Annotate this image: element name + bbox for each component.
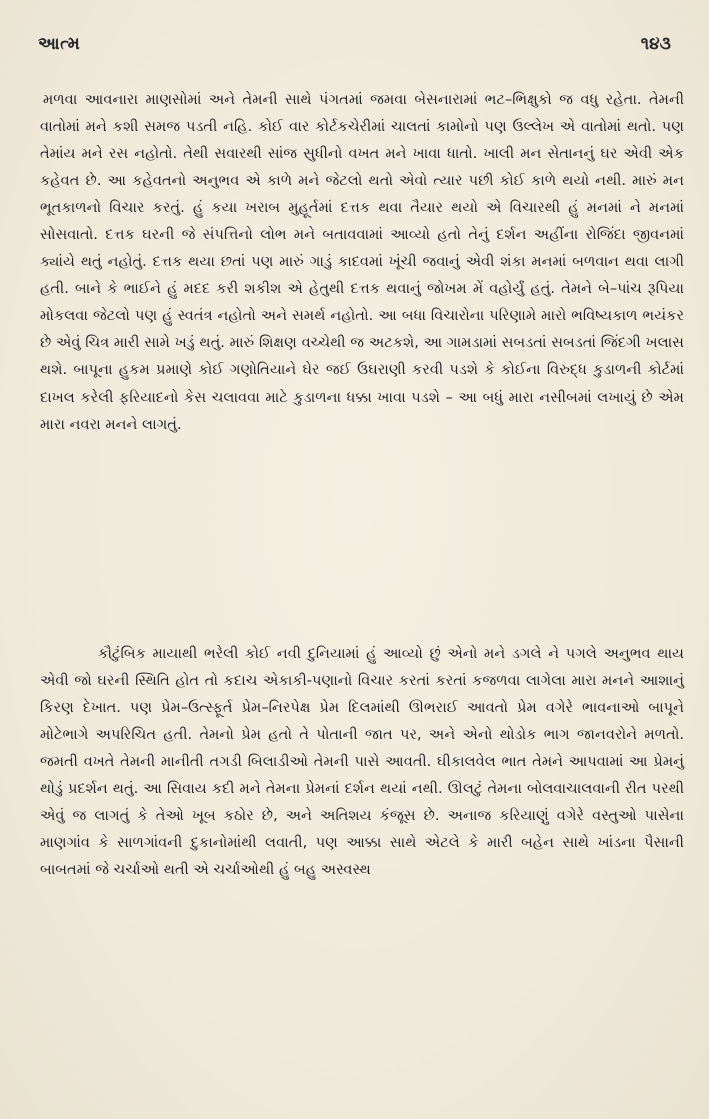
paragraph-1: મળવા આવનારા માણસોમાં અને તેમની સાથે પંગતમાં જમવા બેસનારામાં ભટ–ભિક્ષુકો જ વધુ રહેતા. તેમની વાતોમાં મને કશી સમજ પડતી નહિ. કોઈ વાર કોર્ટકચેરીમાં ચાલતાં કામોનો પણ ઉલ્લેખ એ વાતોમાં થતો. પણ તેમાંય મને રસ નહોતો. તેથી સવારથી સાંજ સુધીનો વખત મને ખાવા ધાતો. ખાલી મન સેતાનનું ઘર એવી એક કહેવત છે. આ કહેવતનો અનુભવ એ કાળે મને જેટલો થતો એવો ત્યાર પછી કોઈ કાળે થયો નથી. મારું મન ભૂતકાળનો વિચાર કરતું. હું કયા ખરાબ મુહૂર્તમાં દત્તક થવા તૈયાર થયો એ વિચારથી હું મનમાં ને મનમાં સોસવાતો. દત્તક ઘરની જે સંપત્તિનો લોભ મને બતાવવામાં આવ્યો હતો તેનું દર્શન અહીંના રોજિંદા જીવનમાં ક્યાંયે થતું નહોતું. દત્તક થયા છતાં પણ મારું ગાડું કાદવમાં ખૂંચી જવાનું એવી શંકા મનમાં બળવાન થવા લાગી હતી. બાને કે ભાઈને હું મદદ કરી શકીશ એ હેતુથી દત્તક થવાનું જોખમ મેં વહોર્યું હતું. તેમને બે–પાંચ રૂપિયા મોકલવા જેટલો પણ હું સ્વતંત્ર નહોતો અને સમર્થ નહોતો. આ બધા વિચારોના પરિણામે મારો ભવિષ્યકાળ ભયંકર છે એવું ચિત્ર મારી સામે ખડું થતું. મારું શિક્ષણ વચ્ચેથી જ અટકશે, આ ગામડામાં સબડતાં સબડતાં જિંદગી ખલાસ થશે. બાપૂના હુકમ પ્રમાણે કોઈ ગણોતિયાને ઘેર જઈ ઉઘરાણી કરવી પડશે કે કોઈના વિરુદ્ધ કુડાળની કોર્ટમાં દાખલ કરેલી ફરિયાદનો કેસ ચલાવવા માટે કુડાળના ધક્કા ખાવા પડશે – આ બધું મારા નસીબમાં લખાયું છે એમ મારા નવરા મનને લાગતું. bbox=[40, 91, 684, 433]
paragraph-2: કૌટુંબિક માયાથી ભરેલી કોઈ નવી દુનિયામાં હું આવ્યો છું એનો મને ડગલે ને પગલે અનુભવ થાય એવી જો ઘરની સ્થિતિ હોત તો કદાચ એકાકી-પણાનો વિચાર કરતાં કરતાં કજળવા લાગેલા મારા મનને આશાનું કિરણ દેખાત. પણ પ્રેમ–ઉત્સ્ફૂર્ત પ્રેમ–નિરપેક્ષ પ્રેમ દિલમાંથી ઊભરાઈ આવતો પ્રેમ વગેરે ભાવનાઓ બાપૂને મોટેભાગે અપરિચિત હતી. તેમનો પ્રેમ હતો તે પોતાની જાત પર, અને એનો થોડોક ભાગ જાનવરોને મળતો. જમતી વખતે તેમની માનીતી તગડી બિલાડીઓ તેમની પાસે આવતી. ઘીકાલવેલ ભાત તેમને આપવામાં આ પ્રેમનું થોડું પ્રદર્શન થતું. આ સિવાય કદી મને તેમના પ્રેમનાં દર્શન થયાં નથી. ઊલટું તેમના બોલવાચાલવાની રીત પરથી એવું જ લાગતું કે તેઓ ખૂબ કઠોર છે, અને અતિશય કંજૂસ છે. અનાજ કરિયાણું વગેરે વસ્તુઓ પાસેના માણગાંવ કે સાળગાંવની દુકાનોમાંથી લવાતી, પણ આક્કા સાથે એટલે કે મારી બહેન સાથે ખાંડના પૈસાની બાબતમાં જે ચર્ચાઓ થતી એ ચર્ચાઓથી હું બહુ અસ્વસ્થ bbox=[40, 645, 685, 879]
running-head-title: આત્મ bbox=[38, 34, 81, 54]
page-number: ૧૪૩ bbox=[640, 34, 671, 54]
